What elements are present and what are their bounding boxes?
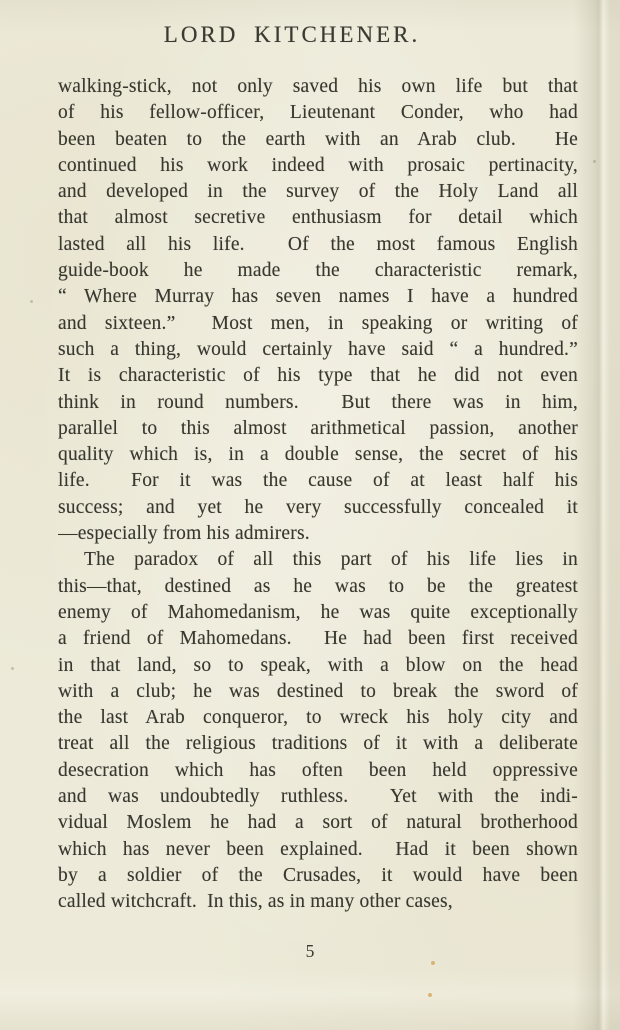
- text-line: quality which is, in a double sense, the secret of his: [58, 444, 578, 466]
- text-line: of his fellow-officer, Lieutenant Conder, who had: [58, 102, 578, 124]
- paragraph: [58, 547, 578, 915]
- paragraph: [58, 74, 578, 547]
- paper-speck: [431, 961, 435, 965]
- text-line: and sixteen.” Most men, in speaking or writing of: [58, 312, 578, 334]
- text-line: It is characteristic of his type that he did not even: [58, 365, 578, 387]
- text-line: treat all the religious traditions of it with a deliberate: [58, 733, 578, 755]
- text-line: called witchcraft. In this, as in many other cases,: [58, 891, 453, 913]
- text-line: that almost secretive enthusiasm for detail which: [58, 207, 578, 229]
- running-header: LORD KITCHENER.: [163, 22, 421, 47]
- text-line: such a thing, would certainly have said “ a hundred.”: [58, 338, 578, 360]
- text-line: and developed in the survey of the Holy Land all: [58, 181, 578, 203]
- text-line: parallel to this almost arithmetical passion, another: [58, 417, 578, 439]
- paper-speck: [428, 993, 432, 997]
- text-line: the last Arab conqueror, to wreck his holy city and: [58, 707, 578, 729]
- text-line: success; and yet he very successfully concealed it: [58, 496, 578, 518]
- text-line: been beaten to the earth with an Arab club. He: [58, 128, 578, 150]
- text-line: lasted all his life. Of the most famous English: [58, 233, 578, 255]
- text-line: life. For it was the cause of at least half his: [58, 470, 578, 492]
- text-line: guide-book he made the characteristic remark,: [58, 260, 578, 282]
- text-line: with a club; he was destined to break the sword of: [58, 680, 578, 702]
- text-line: walking-stick, not only saved his own life but that: [58, 76, 578, 97]
- page-number: 5: [305, 941, 315, 961]
- text-line: in that land, so to speak, with a blow on the head: [58, 654, 578, 676]
- text-line: which has never been explained. Had it been shown: [58, 838, 578, 860]
- text-line: —especially from his admirers.: [58, 523, 310, 545]
- text-line: “ Where Murray has seven names I have a hundred: [58, 286, 578, 308]
- text-line: enemy of Mahomedanism, he was quite exceptionally: [58, 601, 578, 623]
- text-line: continued his work indeed with prosaic pertinacity,: [58, 154, 578, 176]
- text-line: desecration which has often been held oppressive: [58, 759, 578, 781]
- paper-speck: [11, 667, 14, 670]
- paper-speck: [30, 300, 33, 303]
- paper-speck: [593, 160, 596, 163]
- text-line: think in round numbers. But there was in him,: [58, 391, 578, 413]
- text-line: by a soldier of the Crusades, it would have been: [58, 864, 578, 886]
- page-body: [58, 74, 578, 916]
- text-line: vidual Moslem he had a sort of natural brotherhood: [58, 812, 578, 834]
- text-line: this—that, destined as he was to be the greatest: [58, 575, 578, 597]
- text-line: The paradox of all this part of his life lies in: [84, 549, 578, 571]
- text-line: and was undoubtedly ruthless. Yet with the indi-: [58, 786, 578, 808]
- text-line: a friend of Mahomedans. He had been first received: [58, 628, 578, 650]
